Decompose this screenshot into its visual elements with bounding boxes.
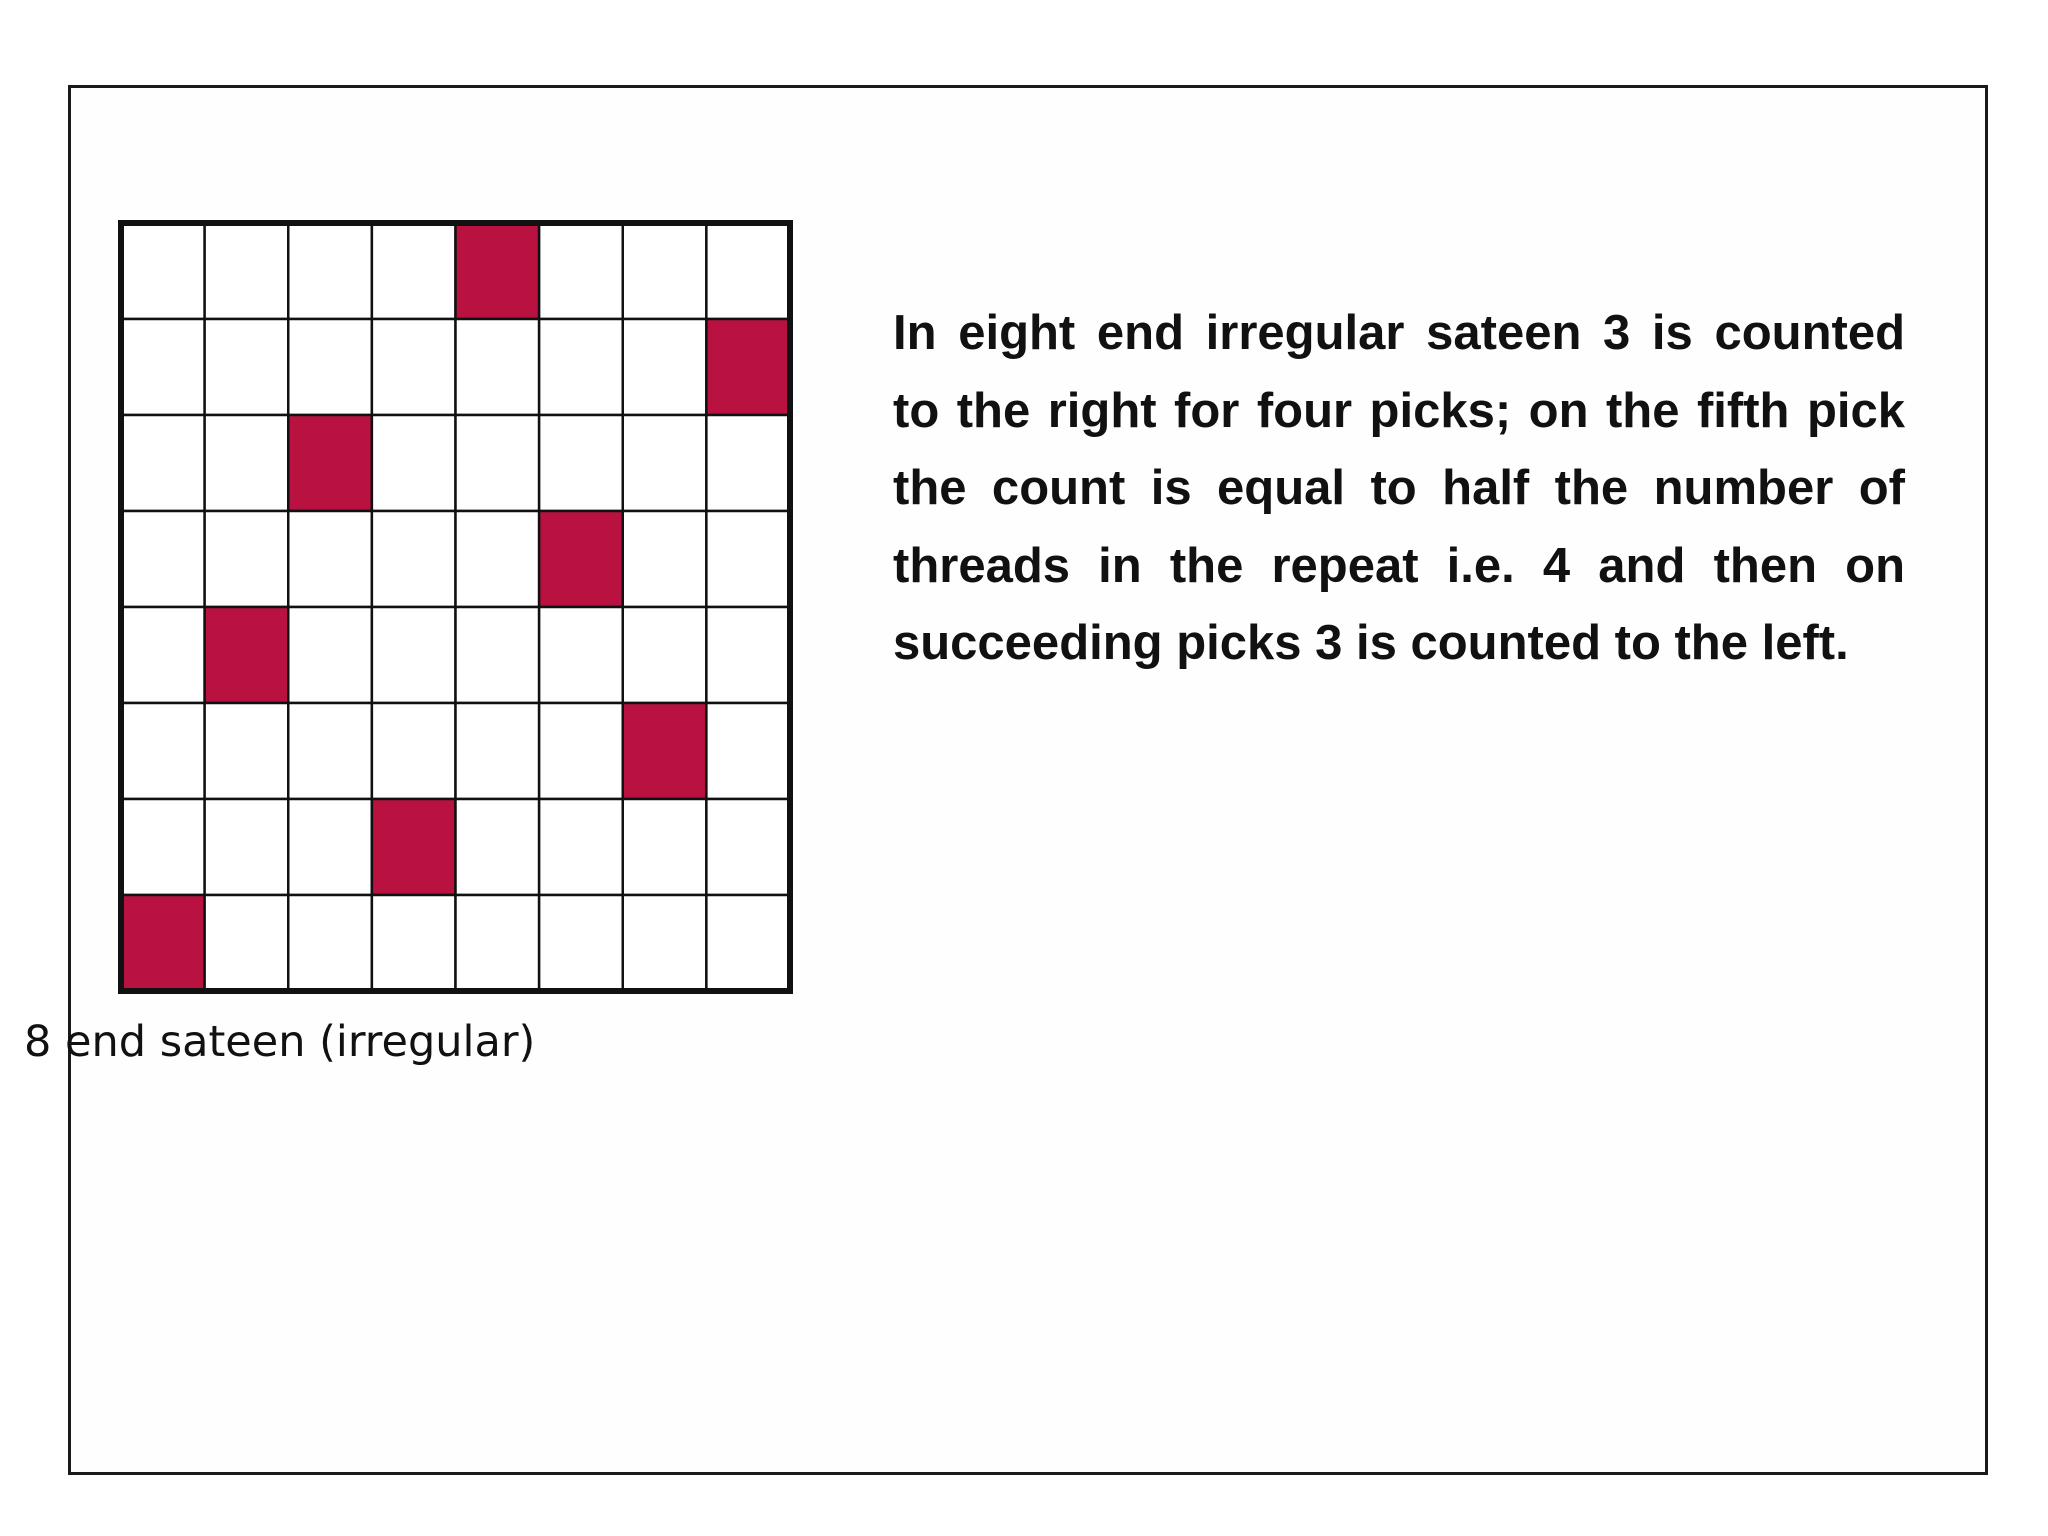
weave-cell-empty (121, 607, 205, 703)
weave-cell-empty (539, 415, 623, 511)
weave-cell-empty (288, 799, 372, 895)
weave-cell-empty (205, 511, 289, 607)
weave-cell-empty (372, 415, 456, 511)
weave-cell-empty (205, 799, 289, 895)
weave-cell-empty (121, 799, 205, 895)
weave-cell-empty (539, 799, 623, 895)
weave-cell-empty (372, 895, 456, 991)
weave-cell-empty (623, 799, 707, 895)
weave-cell-empty (456, 895, 540, 991)
weave-cell-empty (121, 415, 205, 511)
weave-cell-empty (539, 703, 623, 799)
weave-cell-empty (205, 223, 289, 319)
weave-cell-filled (288, 415, 372, 511)
weave-cell-empty (121, 319, 205, 415)
weave-cell-empty (121, 223, 205, 319)
weave-cell-empty (372, 607, 456, 703)
weave-cell-empty (288, 607, 372, 703)
weave-cell-filled (205, 607, 289, 703)
weave-cell-empty (205, 703, 289, 799)
weave-cell-filled (372, 799, 456, 895)
weave-cell-empty (372, 511, 456, 607)
weave-cell-empty (539, 319, 623, 415)
weave-cell-empty (205, 319, 289, 415)
weave-cell-empty (121, 511, 205, 607)
weave-cell-empty (205, 895, 289, 991)
weave-cell-empty (288, 319, 372, 415)
weave-design-grid (118, 220, 793, 994)
weave-cell-empty (623, 511, 707, 607)
weave-cell-empty (623, 895, 707, 991)
weave-cell-filled (456, 223, 540, 319)
weave-cell-empty (456, 703, 540, 799)
weave-cell-empty (456, 607, 540, 703)
weave-cell-empty (623, 223, 707, 319)
weave-cell-empty (205, 415, 289, 511)
weave-cell-empty (456, 799, 540, 895)
weave-cell-empty (706, 415, 790, 511)
weave-cell-empty (288, 703, 372, 799)
weave-cell-empty (121, 703, 205, 799)
weave-cell-filled (623, 703, 707, 799)
figure-caption: 8 end sateen (irregular) (24, 1017, 536, 1067)
weave-cell-empty (456, 319, 540, 415)
weave-cell-empty (456, 415, 540, 511)
weave-cell-filled (539, 511, 623, 607)
weave-cell-empty (372, 223, 456, 319)
weave-cell-empty (623, 319, 707, 415)
weave-cell-empty (539, 895, 623, 991)
weave-cell-empty (706, 799, 790, 895)
weave-cell-empty (288, 895, 372, 991)
weave-cell-empty (539, 607, 623, 703)
weave-cell-empty (623, 607, 707, 703)
weave-cell-empty (706, 511, 790, 607)
weave-cell-empty (706, 895, 790, 991)
weave-cell-empty (372, 703, 456, 799)
weave-cell-filled (121, 895, 205, 991)
weave-cell-filled (706, 319, 790, 415)
description-text: In eight end irregular sateen 3 is counted to the right for four picks; on the fifth pick the count is equal to half the number of threads in the repeat i.e. 4 and then on succeeding picks 3 is counted to the left. (893, 306, 1905, 670)
weave-cell-empty (706, 223, 790, 319)
weave-cell-empty (706, 607, 790, 703)
weave-cell-empty (539, 223, 623, 319)
weave-cell-empty (288, 511, 372, 607)
weave-cell-empty (623, 415, 707, 511)
weave-cell-empty (288, 223, 372, 319)
weave-cell-empty (456, 511, 540, 607)
weave-cell-empty (706, 703, 790, 799)
weave-cell-empty (372, 319, 456, 415)
